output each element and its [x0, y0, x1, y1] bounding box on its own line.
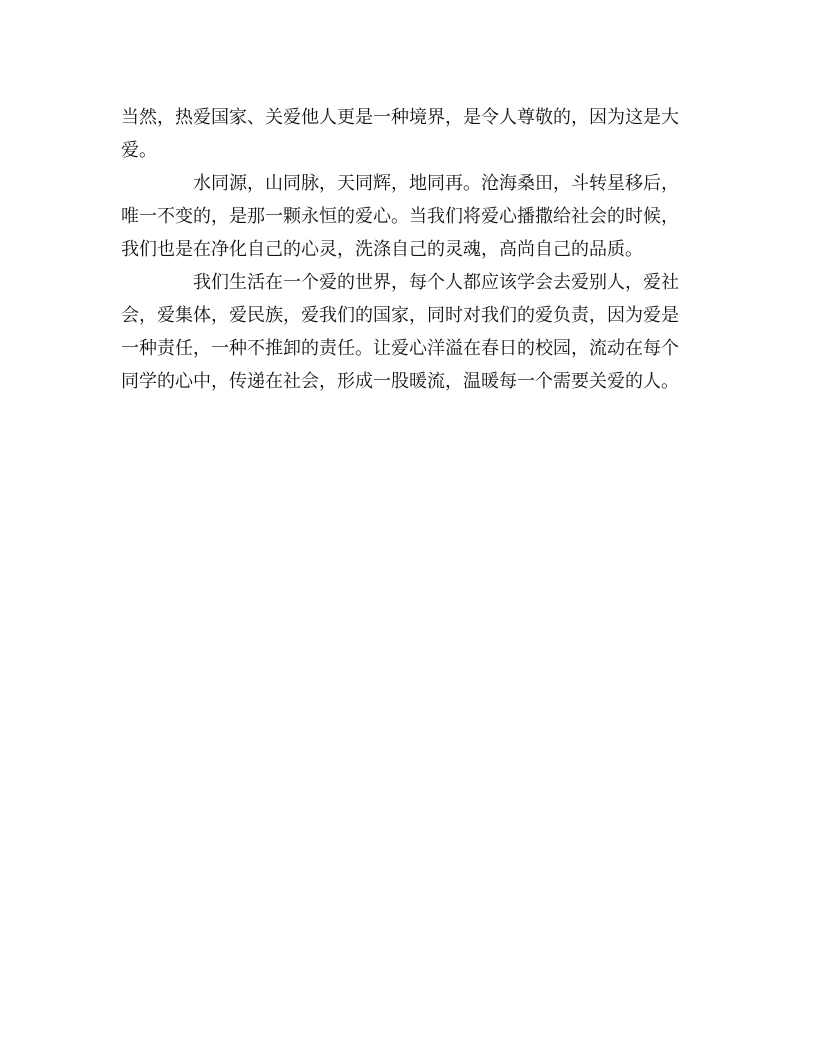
text-line: 当然，热爱国家、关爱他人更是一种境界，是令人尊敬的，因为这是大 — [121, 107, 679, 128]
text-line: 我们也是在净化自己的心灵，洗涤自己的灵魂，高尚自己的品质。 — [121, 239, 643, 260]
document-body — [121, 101, 701, 398]
text-line: 同学的心中，传递在社会，形成一股暖流，温暖每一个需要关爱的人。 — [121, 371, 679, 392]
text-line: 会，爱集体，爱民族，爱我们的国家，同时对我们的爱负责，因为爱是 — [121, 305, 679, 326]
text-line: 水同源，山同脉，天同辉，地同再。沧海桑田，斗转星移后， — [193, 173, 679, 194]
paragraph-1 — [121, 101, 701, 167]
paragraph-2 — [121, 167, 701, 266]
text-line: 一种责任，一种不推卸的责任。让爱心洋溢在春日的校园，流动在每个 — [121, 338, 679, 359]
paragraph-3 — [121, 266, 701, 398]
text-line: 爱。 — [121, 140, 157, 161]
text-line: 我们生活在一个爱的世界，每个人都应该学会去爱别人，爱社 — [193, 272, 679, 293]
text-line: 唯一不变的，是那一颗永恒的爱心。当我们将爱心播撒给社会的时候， — [121, 206, 679, 227]
